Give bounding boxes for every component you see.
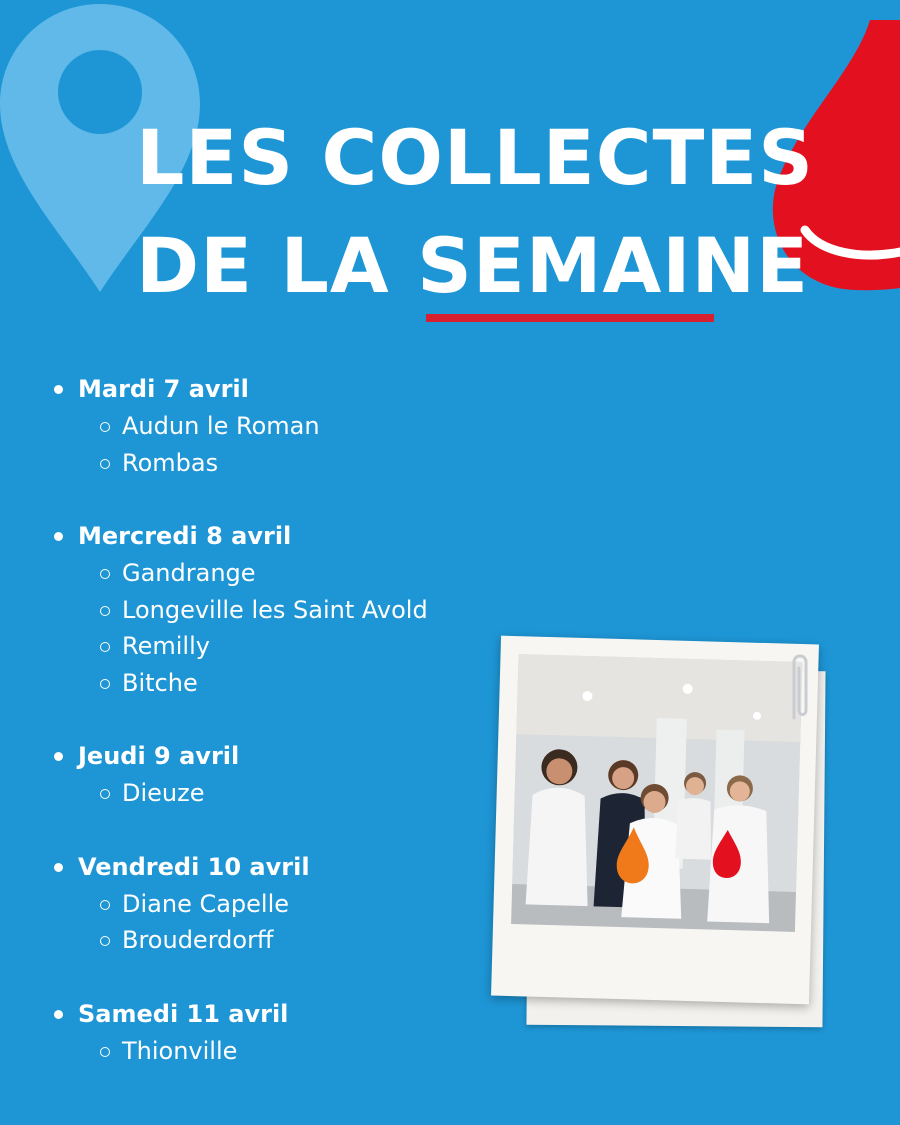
- town-item: Thionville: [50, 1033, 428, 1070]
- day-label: Vendredi 10 avril: [50, 848, 428, 886]
- schedule-day: [50, 995, 428, 1070]
- day-label: Samedi 11 avril: [50, 995, 428, 1033]
- paperclip-icon: [786, 648, 812, 728]
- polaroid-frame: [491, 636, 819, 1005]
- schedule-day: [50, 737, 428, 812]
- town-item: Bitche: [50, 665, 428, 702]
- title-line-2: DE LA SEMAINE: [136, 221, 810, 310]
- schedule-day: [50, 370, 428, 481]
- polaroid-photo: [490, 640, 840, 1030]
- page-title: [136, 104, 814, 320]
- town-item: Gandrange: [50, 555, 428, 592]
- schedule-day: [50, 517, 428, 701]
- schedule-day: [50, 848, 428, 959]
- town-item: Brouderdorff: [50, 922, 428, 959]
- town-item: Dieuze: [50, 775, 428, 812]
- collection-schedule: [50, 370, 428, 1105]
- town-item: Longeville les Saint Avold: [50, 592, 428, 629]
- town-item: Rombas: [50, 445, 428, 482]
- day-label: Mardi 7 avril: [50, 370, 428, 408]
- town-item: Diane Capelle: [50, 886, 428, 923]
- day-label: Mercredi 8 avril: [50, 517, 428, 555]
- day-label: Jeudi 9 avril: [50, 737, 428, 775]
- town-item: Audun le Roman: [50, 408, 428, 445]
- team-photo: [511, 654, 802, 932]
- town-item: Remilly: [50, 628, 428, 665]
- title-underline: [426, 314, 714, 322]
- title-line-1: LES COLLECTES: [136, 113, 814, 202]
